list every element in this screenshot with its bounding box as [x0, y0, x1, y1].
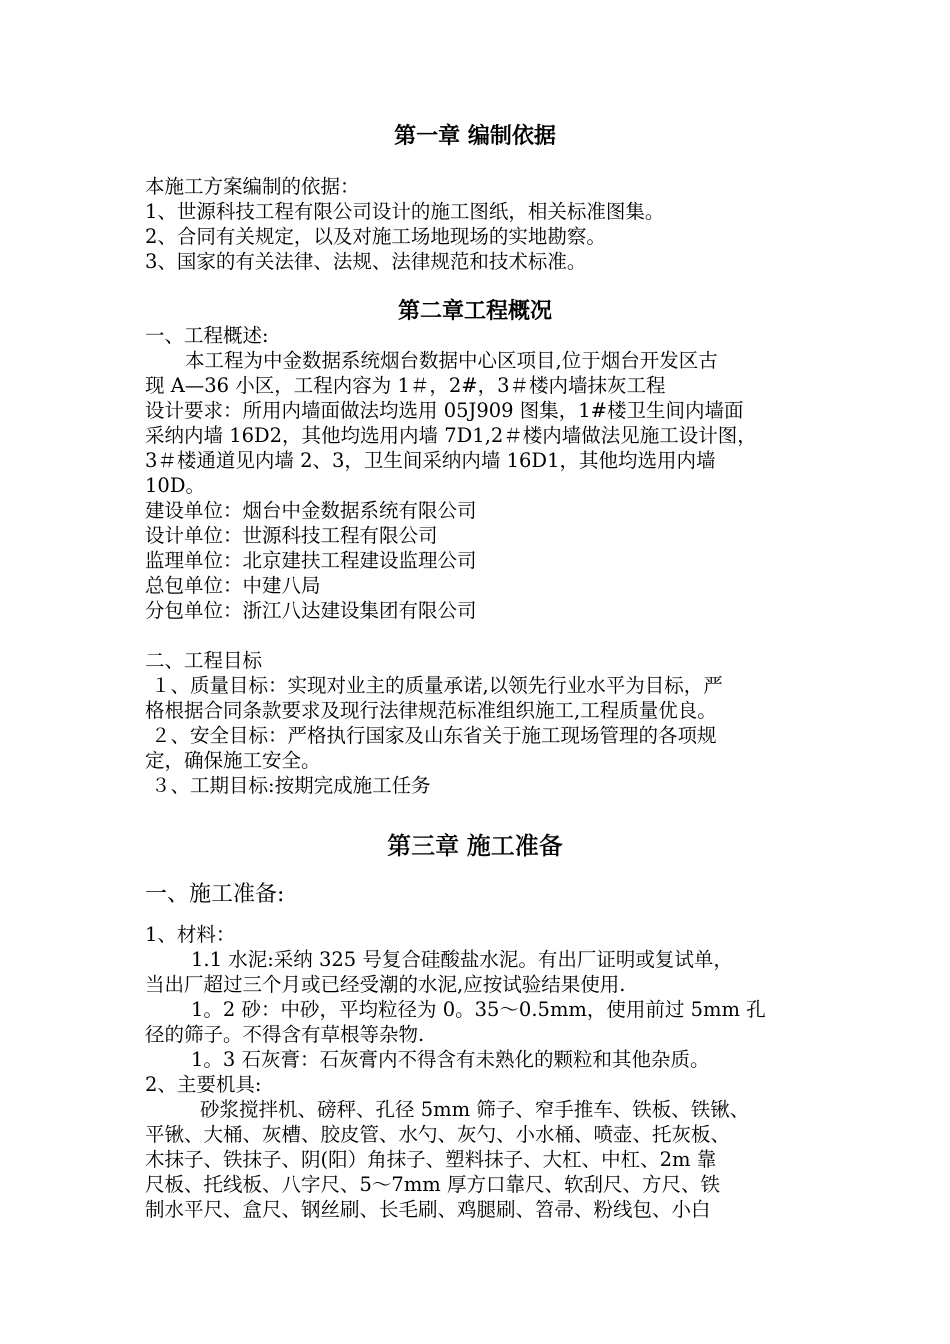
chapter3-line: 制水平尺、盒尺、钢丝刷、长毛刷、鸡腿刷、笤帚、粉线包、小白 [145, 1198, 711, 1221]
chapter2-line: 设计要求：所用内墙面做法均选用 05J909 图集，1#楼卫生间内墙面 [145, 399, 744, 422]
chapter1-line: 1、世源科技工程有限公司设计的施工图纸，相关标准图集。 [145, 200, 665, 223]
chapter2-line: 一、工程概述: [145, 324, 269, 347]
chapter3-line: 1。2 砂：中砂，平均粒径为 0。35～0.5mm，使用前过 5mm 孔 [191, 998, 766, 1021]
chapter2-line: 10D。 [145, 474, 205, 497]
chapter2-line: 定，确保施工安全。 [145, 749, 321, 772]
chapter3-line: 木抹子、铁抹子、阴(阳）角抹子、塑料抹子、大杠、中杠、2m 靠 [145, 1148, 717, 1171]
chapter3-section-title: 一、施工准备: [145, 882, 285, 907]
chapter2-line: 现 A—36 小区，工程内容为 1＃，2#，3＃楼内墙抹灰工程 [145, 374, 666, 397]
chapter2-line: 二、工程目标 [145, 649, 263, 672]
chapter3-line: 1。3 石灰膏：石灰膏内不得含有未熟化的颗粒和其他杂质。 [191, 1048, 710, 1071]
chapter3-line: 1.1 水泥:采纳 325 号复合硅酸盐水泥。有出厂证明或复试单， [191, 948, 733, 971]
chapter3-line: 砂浆搅拌机、磅秤、孔径 5mm 筛子、窄手推车、铁板、铁锹、 [200, 1098, 750, 1121]
chapter2-line: 设计单位：世源科技工程有限公司 [145, 524, 438, 547]
chapter2-line: 监理单位：北京建扶工程建设监理公司 [145, 549, 477, 572]
chapter3-line: 1、材料： [145, 923, 236, 946]
chapter2-line: 3＃楼通道见内墙 2、3，卫生间采纳内墙 16D1，其他均选用内墙 [145, 449, 716, 472]
chapter3-line: 径的筛子。不得含有草根等杂物. [145, 1023, 425, 1046]
chapter2-line: 总包单位：中建八局 [145, 574, 321, 597]
chapter3-line: 2、主要机具: [145, 1073, 262, 1096]
chapter2-line: 建设单位：烟台中金数据系统有限公司 [145, 499, 477, 522]
chapter2-line: 采纳内墙 16D2，其他均选用内墙 7D1,2＃楼内墙做法见施工设计图， [145, 424, 757, 447]
chapter3-line: 平锹、大桶、灰槽、胶皮管、水勺、灰勺、小水桶、喷壶、托灰板、 [145, 1123, 731, 1146]
chapter2-line: １、质量目标：实现对业主的质量承诺,以领先行业水平为目标，严 [151, 674, 723, 697]
chapter1-line: 本施工方案编制的依据： [145, 175, 360, 198]
chapter1-title: 第一章 编制依据 [394, 124, 556, 149]
chapter2-line: 分包单位：浙江八达建设集团有限公司 [145, 599, 477, 622]
chapter2-title: 第二章工程概况 [397, 299, 552, 324]
chapter3-title: 第三章 施工准备 [387, 832, 563, 860]
chapter2-line: 本工程为中金数据系统烟台数据中心区项目,位于烟台开发区古 [185, 349, 718, 372]
chapter2-line: ２、安全目标：严格执行国家及山东省关于施工现场管理的各项规 [151, 724, 717, 747]
chapter1-line: 3、国家的有关法律、法规、法律规范和技术标准。 [145, 250, 587, 273]
chapter3-line: 尺板、托线板、八字尺、5～7mm 厚方口靠尺、软刮尺、方尺、铁 [145, 1173, 720, 1196]
chapter2-line: ３、工期目标:按期完成施工任务 [151, 774, 431, 797]
chapter1-line: 2、合同有关规定，以及对施工场地现场的实地勘察。 [145, 225, 606, 248]
chapter3-line: 当出厂超过三个月或已经受潮的水泥,应按试验结果使用. [145, 973, 626, 996]
chapter2-line: 格根据合同条款要求及现行法律规范标准组织施工,工程质量优良。 [145, 699, 717, 722]
